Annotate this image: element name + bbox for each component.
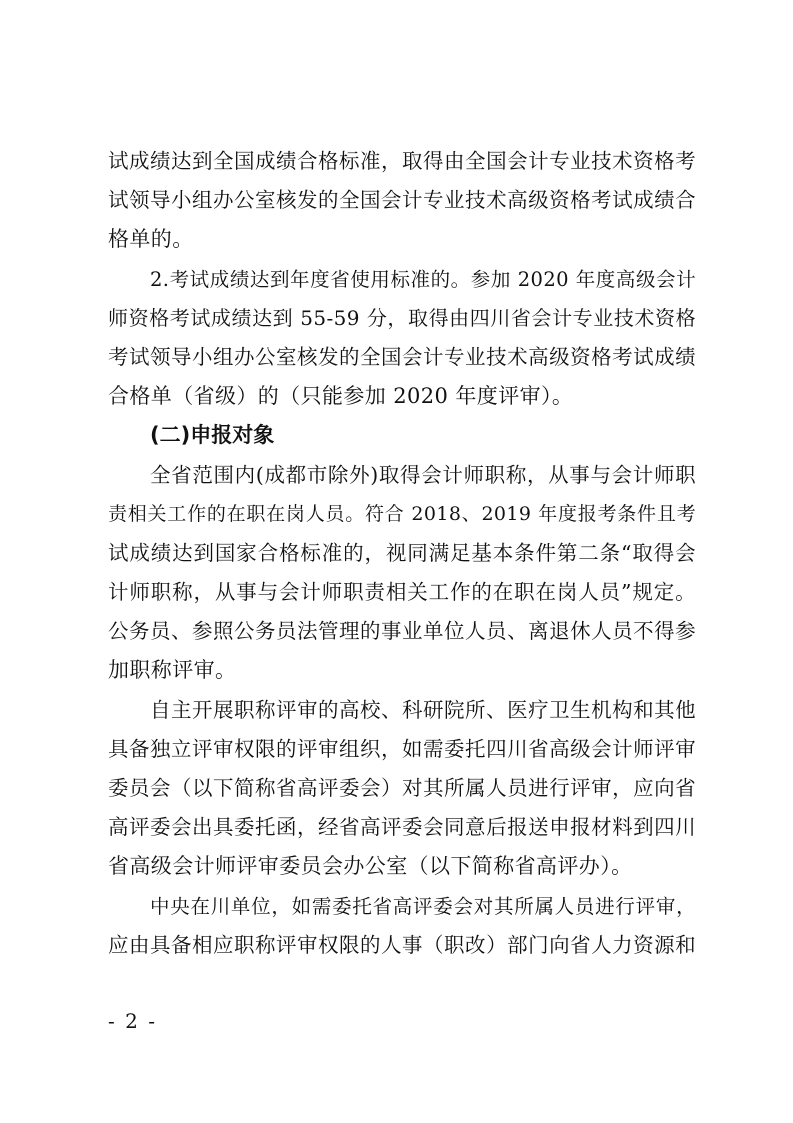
text-line: 计师职称，从事与会计师职责相关工作的在职在岗人员”规定。 [108, 580, 696, 605]
text-line: 高评委会出具委托函，经省高评委会同意后报送申报材料到四川 [108, 815, 696, 840]
page-number: - 2 - [108, 1009, 157, 1033]
text-line: 具备独立评审权限的评审组织，如需委托四川省高级会计师评审 [108, 736, 696, 761]
text-line: 应由具备相应职称评审权限的人事（职改）部门向省人力资源和 [108, 932, 696, 957]
text-line: 委员会（以下简称省高评委会）对其所属人员进行评审，应向省 [108, 776, 696, 800]
text-line: 合格单（省级）的（只能参加 2020 年度评审）。 [108, 384, 574, 409]
text-line: 试领导小组办公室核发的全国会计专业技术高级资格考试成绩合 [108, 188, 696, 213]
section-heading: (二)申报对象 [150, 423, 275, 448]
text-line: 考试领导小组办公室核发的全国会计专业技术高级资格考试成绩 [108, 344, 696, 369]
text-line: 全省范围内(成都市除外)取得会计师职称，从事与会计师职 [150, 462, 696, 487]
text-line: 责相关工作的在职在岗人员。符合 2018、2019 年度报考条件且考 [108, 502, 696, 525]
text-line: 试成绩达到国家合格标准的，视同满足基本条件第二条“取得会 [108, 540, 696, 565]
text-line: 师资格考试成绩达到 55-59 分，取得由四川省会计专业技术资格 [108, 305, 696, 330]
text-line: 中央在川单位，如需委托省高评委会对其所属人员进行评审， [150, 894, 696, 918]
text-line: 2.考试成绩达到年度省使用标准的。参加 2020 年度高级会计 [150, 267, 696, 291]
text-line: 加职称评审。 [108, 658, 237, 683]
text-line: 格单的。 [108, 227, 194, 252]
document-body [108, 142, 696, 965]
text-line: 公务员、参照公务员法管理的事业单位人员、离退休人员不得参 [108, 619, 696, 644]
text-line: 试成绩达到全国成绩合格标准，取得由全国会计专业技术资格考 [108, 149, 696, 173]
text-line: 省高级会计师评审委员会办公室（以下简称省高评办）。 [108, 854, 633, 879]
text-line: 自主开展职称评审的高校、科研院所、医疗卫生机构和其他 [150, 697, 696, 722]
